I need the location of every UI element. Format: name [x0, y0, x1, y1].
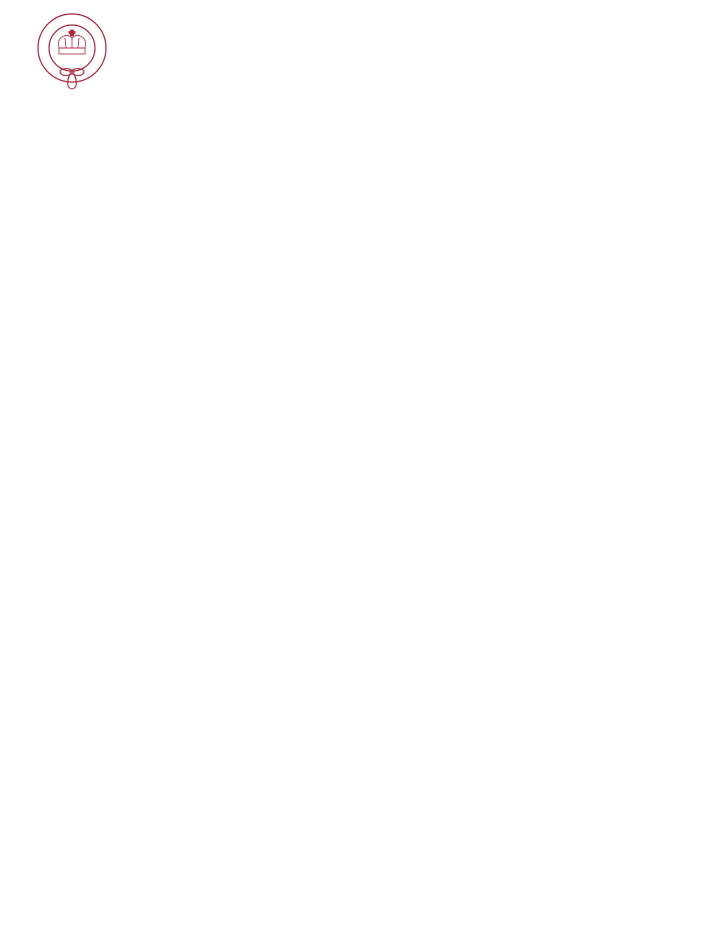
crown-seal-icon [22, 0, 122, 100]
date-line [386, 139, 390, 159]
